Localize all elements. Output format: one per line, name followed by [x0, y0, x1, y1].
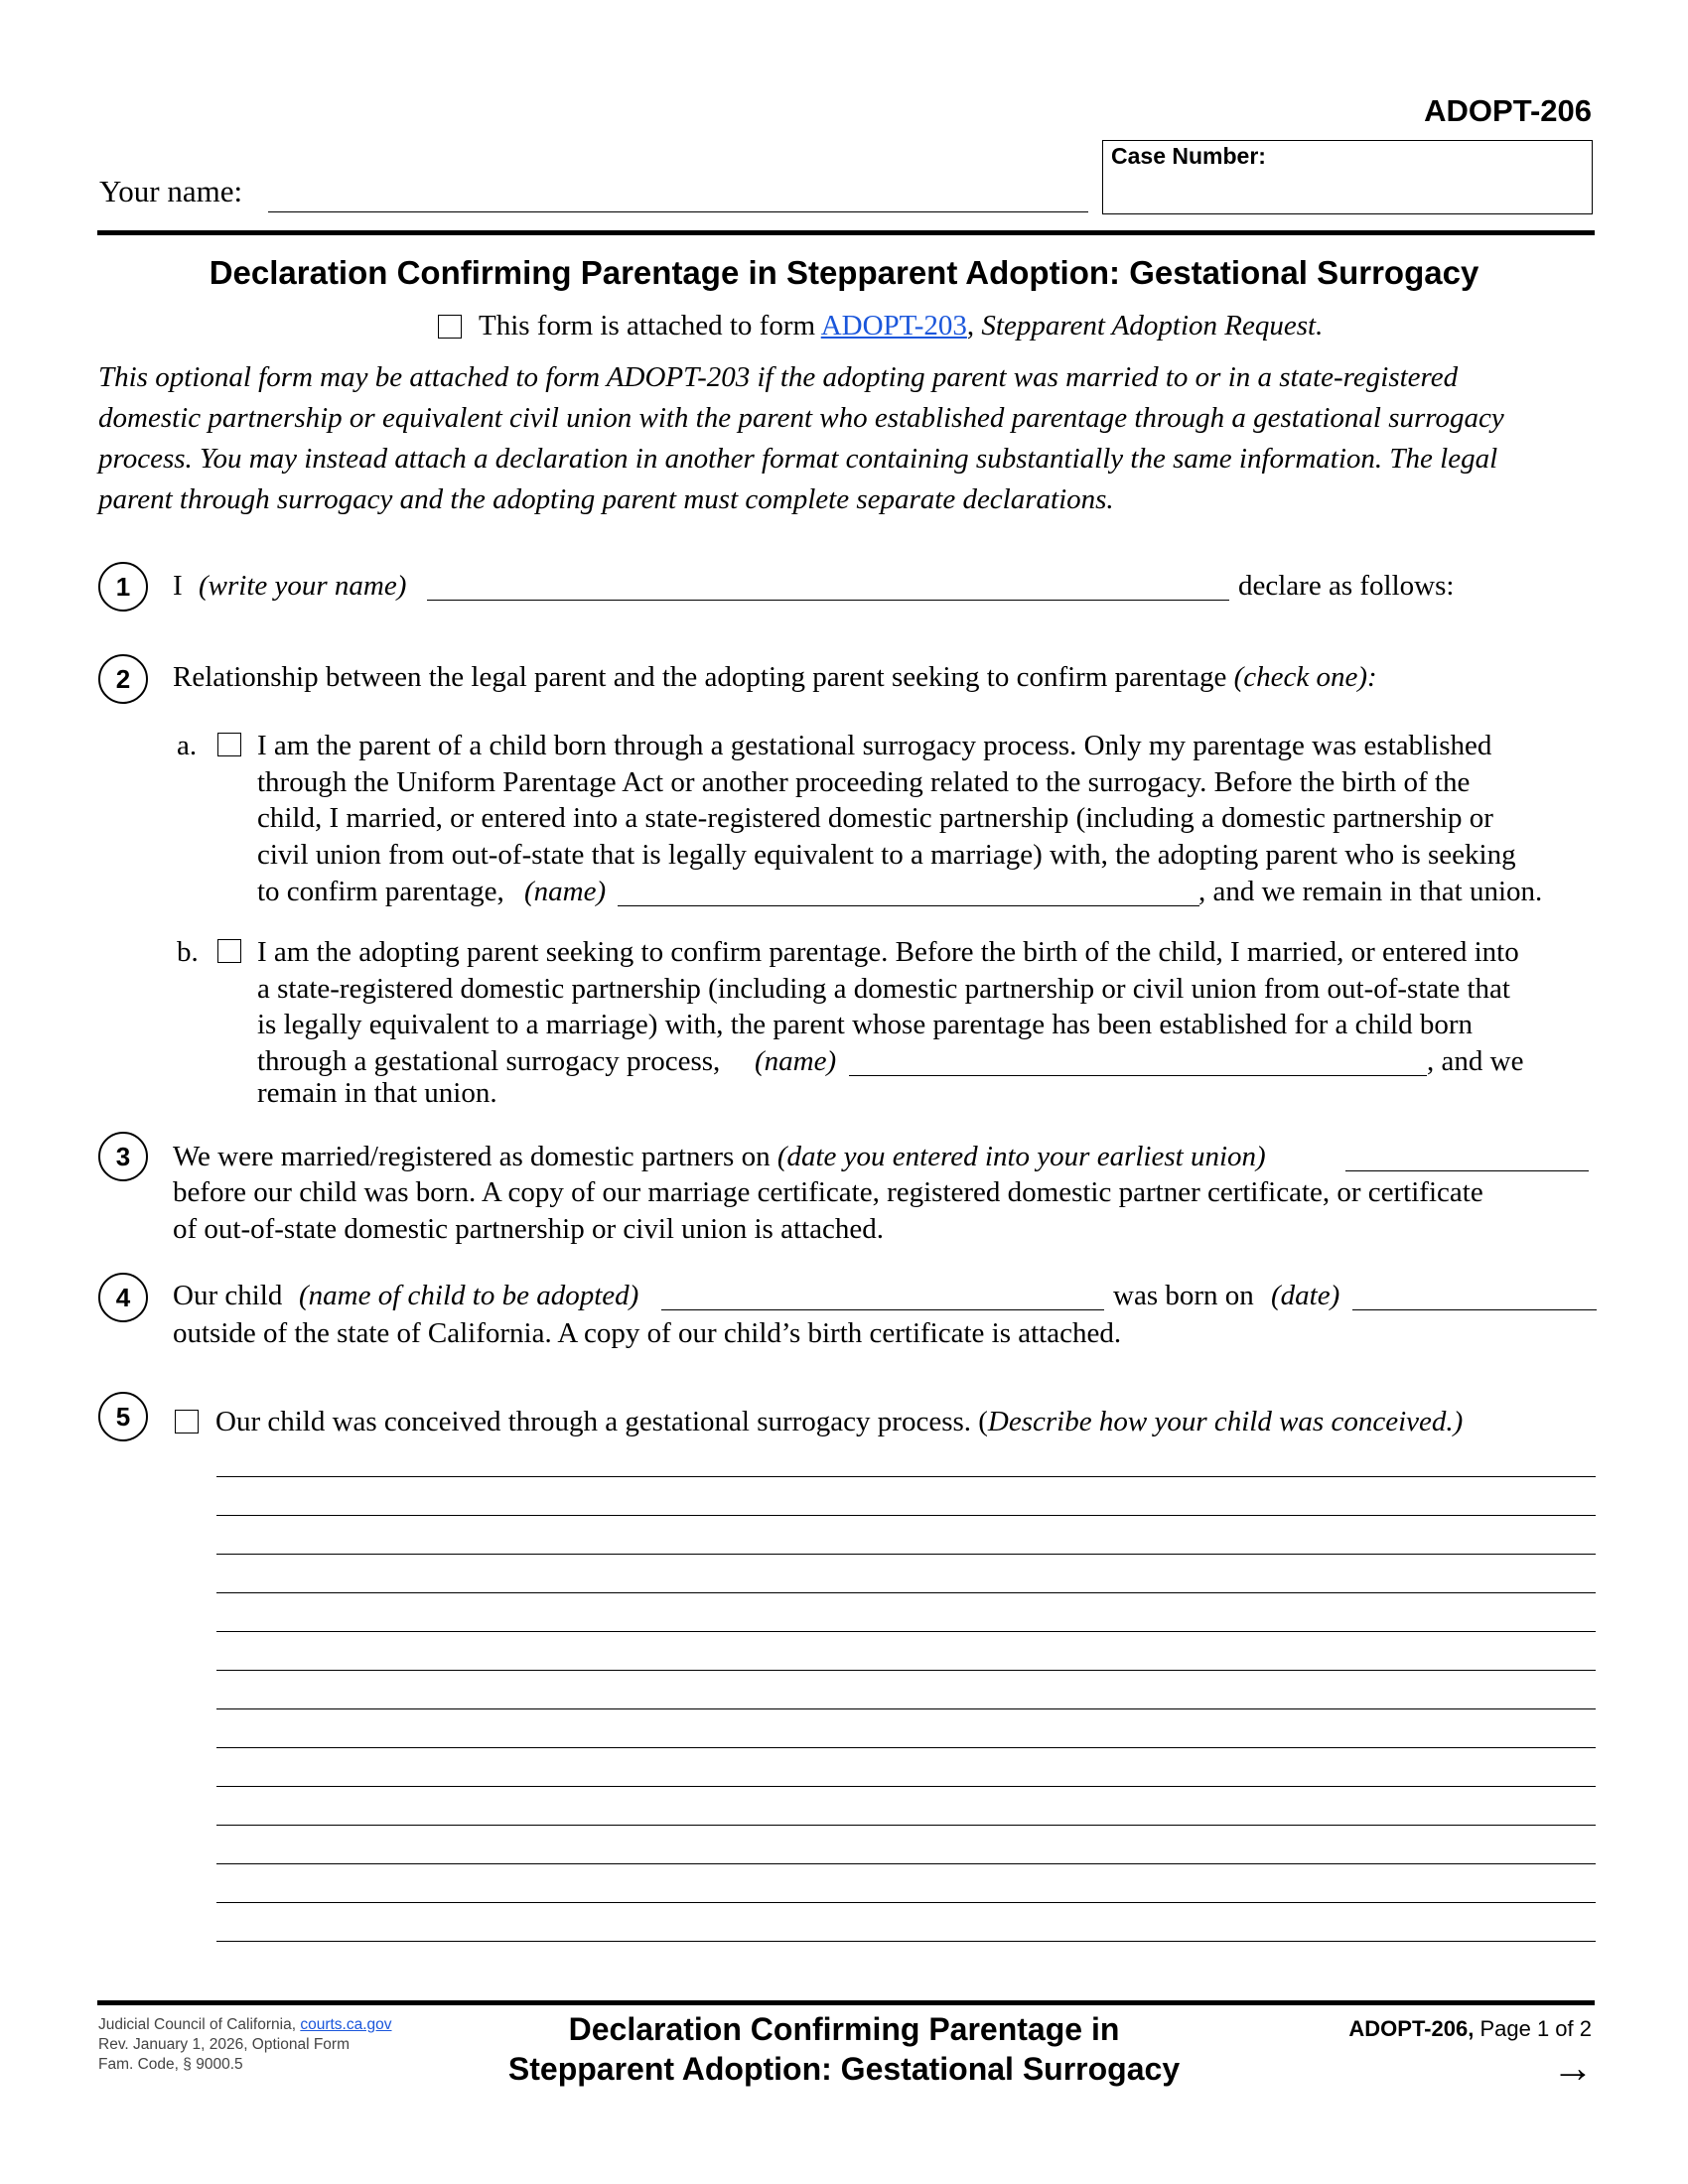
your-name-label: Your name: [99, 174, 243, 208]
item-2b-name-hint: (name) [755, 1045, 837, 1077]
your-name-field[interactable] [268, 211, 1088, 212]
attached-checkbox[interactable] [438, 315, 462, 339]
writing-line[interactable] [216, 1747, 1596, 1748]
footer-page-number: Page 1 of 2 [1479, 2016, 1592, 2041]
item-2a-letter: a. [177, 730, 198, 761]
adopt-203-link[interactable]: ADOPT-203 [820, 310, 967, 341]
case-number-box[interactable] [1102, 140, 1593, 214]
item-1-suffix: declare as follows: [1238, 570, 1455, 602]
item-3-prefix: We were married/registered as domestic partners on [173, 1141, 771, 1172]
item-2a-line: through the Uniform Parentage Act or another proceeding related to the surrogacy. Before the birth of the [257, 765, 1471, 798]
writing-line[interactable] [216, 1902, 1596, 1903]
footer-rule [97, 2000, 1595, 2005]
item-2-label: Relationship between the legal parent and the adopting parent seeking to confirm parentage [173, 661, 1227, 693]
next-page-arrow-icon[interactable]: → [1552, 2044, 1594, 2091]
item-2b-line5: remain in that union. [257, 1077, 497, 1109]
footer-council-line [98, 2015, 392, 2035]
item-2b-name-field[interactable] [849, 1075, 1427, 1076]
item-1-prefix: I [173, 570, 183, 602]
item-5-checkbox[interactable] [175, 1410, 199, 1433]
writing-line[interactable] [216, 1515, 1596, 1516]
item-1-number: 1 [98, 562, 148, 612]
item-2a-line: civil union from out-of-state that is legally equivalent to a marriage) with, the adopting parent who is seeking [257, 838, 1516, 871]
item-2b-line4-prefix: through a gestational surrogacy process, [257, 1045, 721, 1077]
item-2b-checkbox[interactable] [217, 939, 241, 963]
item-5-number: 5 [98, 1392, 148, 1441]
item-4-mid: was born on [1113, 1280, 1254, 1311]
item-4-line2: outside of the state of California. A copy of our child’s birth certificate is attached. [173, 1317, 1122, 1349]
page-title: Declaration Confirming Parentage in Stepparent Adoption: Gestational Surrogacy [209, 254, 1479, 291]
child-name-field[interactable] [661, 1309, 1104, 1310]
footer-rev: Rev. January 1, 2026, Optional Form [98, 2036, 351, 2053]
writing-line[interactable] [216, 1631, 1596, 1632]
item-2a-checkbox[interactable] [217, 733, 241, 756]
writing-line[interactable] [216, 1825, 1596, 1826]
form-id: ADOPT-206 [1424, 93, 1592, 128]
item-5-label: Our child was conceived through a gestational surrogacy process. ( [215, 1406, 988, 1437]
header-rule [97, 230, 1595, 235]
item-2b-line: a state-registered domestic partnership (including a domestic partnership or civil union from out-of-state that [257, 972, 1510, 1005]
item-2b-text [257, 934, 1519, 1043]
footer-form-id: ADOPT-206, [1348, 2016, 1475, 2041]
writing-line[interactable] [216, 1592, 1596, 1593]
intro-line: parent through surrogacy and the adopting parent must complete separate declarations. [98, 483, 1114, 515]
writing-line[interactable] [216, 1863, 1596, 1864]
item-2b-line: I am the adopting parent seeking to confirm parentage. Before the birth of the child, I married, or entered into [257, 936, 1519, 968]
intro-line: This optional form may be attached to form ADOPT-203 if the adopting parent was married to or in a state-registered [98, 361, 1459, 393]
footer-title-line1: Declaration Confirming Parentage in [568, 2011, 1120, 2047]
item-4-hint: (name of child to be adopted) [299, 1280, 639, 1311]
courts-link[interactable]: courts.ca.gov [300, 2016, 392, 2033]
item-2a-text [257, 728, 1516, 873]
intro-line: process. You may instead attach a declaration in another format containing substantially the same information. The legal [98, 443, 1498, 475]
item-5-hint: Describe how your child was conceived.) [987, 1406, 1464, 1437]
item-2-number: 2 [98, 654, 148, 704]
item-2b-line: is legally equivalent to a marriage) with, the parent whose parentage has been established for a child born [257, 1009, 1474, 1040]
item-2a-line: I am the parent of a child born through a gestational surrogacy process. Only my parentage was established [257, 730, 1492, 761]
footer-page [1348, 2016, 1592, 2042]
item-2a-name-hint: (name) [524, 876, 607, 907]
attached-line [479, 308, 1323, 343]
intro-paragraph [98, 357, 1504, 520]
item-2b-line4-suffix: , and we [1427, 1045, 1524, 1077]
footer-code: Fam. Code, § 9000.5 [98, 2056, 243, 2073]
writing-line[interactable] [216, 1708, 1596, 1709]
item-3-number: 3 [98, 1132, 148, 1181]
writing-line[interactable] [216, 1670, 1596, 1671]
union-date-field[interactable] [1345, 1170, 1589, 1171]
attached-text: This form is attached to form [479, 310, 816, 341]
declarant-name-field[interactable] [427, 600, 1229, 601]
item-3-line2: before our child was born. A copy of our marriage certificate, registered domestic partner certificate, or certificate [173, 1176, 1483, 1208]
item-2-hint: (check one): [1233, 661, 1377, 693]
item-3-line1 [173, 1139, 1266, 1174]
item-5-text [215, 1404, 1463, 1439]
case-number-label: Case Number: [1111, 143, 1266, 169]
writing-line[interactable] [216, 1786, 1596, 1787]
item-2b-letter: b. [177, 936, 199, 968]
item-2-text [173, 659, 1377, 695]
item-4-date-hint: (date) [1271, 1280, 1340, 1311]
writing-line[interactable] [216, 1554, 1596, 1555]
footer-title-line2: Stepparent Adoption: Gestational Surrogacy [507, 2051, 1181, 2087]
attached-form-title: Stepparent Adoption Request. [981, 310, 1324, 341]
intro-line: domestic partnership or equivalent civil union with the parent who established parentage through a gestational surrogacy [98, 402, 1504, 434]
item-2a-last-prefix: to confirm parentage, [257, 876, 504, 907]
writing-line[interactable] [216, 1476, 1596, 1477]
footer-council: Judicial Council of California, [98, 2016, 297, 2033]
item-4-prefix: Our child [173, 1280, 283, 1311]
writing-line[interactable] [216, 1941, 1596, 1942]
item-4-number: 4 [98, 1273, 148, 1322]
item-2a-name-field[interactable] [618, 905, 1199, 906]
attached-comma: , [966, 310, 975, 341]
birth-date-field[interactable] [1352, 1309, 1597, 1310]
item-2a-last-suffix: , and we remain in that union. [1198, 876, 1543, 907]
item-2a-line: child, I married, or entered into a state-registered domestic partnership (including a domestic partnership or [257, 802, 1493, 834]
footer-meta [98, 2015, 392, 2075]
item-1-hint: (write your name) [199, 570, 407, 602]
item-3-hint: (date you entered into your earliest union) [776, 1141, 1266, 1172]
footer-title [427, 2009, 1261, 2089]
item-3-line3: of out-of-state domestic partnership or civil union is attached. [173, 1213, 884, 1245]
